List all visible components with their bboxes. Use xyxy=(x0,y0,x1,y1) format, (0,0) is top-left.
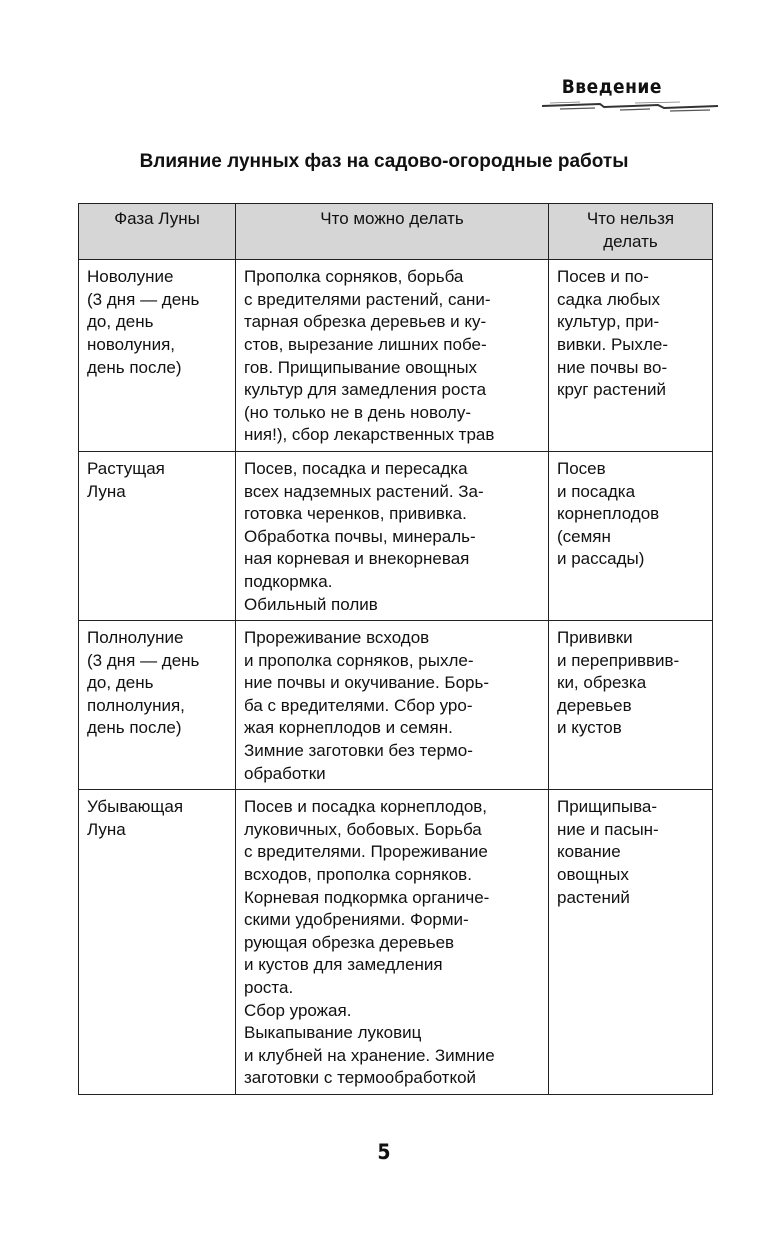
table-row xyxy=(79,621,713,790)
phase-cell: Полнолуние (3 дня — день до, день полнолуния, день после) xyxy=(79,621,236,790)
header-phase: Фаза Луны xyxy=(79,204,236,260)
lunar-phases-table xyxy=(78,203,713,1095)
table-header-row xyxy=(79,204,713,260)
allowed-cell: Посев и посадка корнеплодов, луковичных, бобовых. Борьба с вредителями. Прореживание всходов, прополка сорняков. Корневая подкормка органиче- скими удобрениями. Форми- рующая обрезка деревьев и кустов для замедления роста. Сбор урожая. Выкапывание луковиц и клубней на хранение. Зимние заготовки с термообработкой xyxy=(236,790,549,1095)
forbidden-cell: Прививки и переприввив- ки, обрезка деревьев и кустов xyxy=(549,621,713,790)
allowed-cell: Прореживание всходов и прополка сорняков, рыхле- ние почвы и окучивание. Борь- ба с вредителями. Сбор уро- жая корнеплодов и семян. Зимние заготовки без термо- обработки xyxy=(236,621,549,790)
page-title: Влияние лунных фаз на садово-огородные работы xyxy=(139,151,629,172)
table-row xyxy=(79,260,713,452)
allowed-cell: Прополка сорняков, борьба с вредителями растений, сани- тарная обрезка деревьев и ку- стов, вырезание лишних побе- гов. Прищипывание овощных культур для замедления роста (но только не в день новолу- ния!), сбор лекарственных трав xyxy=(236,260,549,452)
forbidden-cell: Прищипыва- ние и пасын- кование овощных растений xyxy=(549,790,713,1095)
phase-cell: Убывающая Луна xyxy=(79,790,236,1095)
header-allowed: Что можно делать xyxy=(236,204,549,260)
running-head: Введение xyxy=(561,76,662,98)
phase-cell: Новолуние (3 дня — день до, день новолуния, день после) xyxy=(79,260,236,452)
forbidden-cell: Посев и посадка корнеплодов (семян и рассады) xyxy=(549,451,713,620)
table-row xyxy=(79,790,713,1095)
table-row xyxy=(79,451,713,620)
forbidden-cell: Посев и по- садка любых культур, при- вивки. Рыхле- ние почвы во- круг растений xyxy=(549,260,713,452)
phase-cell: Растущая Луна xyxy=(79,451,236,620)
brush-stroke-ornament xyxy=(540,100,720,114)
allowed-cell: Посев, посадка и пересадка всех надземных растений. За- готовка черенков, прививка. Обработка почвы, минераль- ная корневая и внекорневая подкормка. Обильный полив xyxy=(236,451,549,620)
header-forbidden: Что нельзя делать xyxy=(549,204,713,260)
page-number: 5 xyxy=(377,1140,391,1164)
